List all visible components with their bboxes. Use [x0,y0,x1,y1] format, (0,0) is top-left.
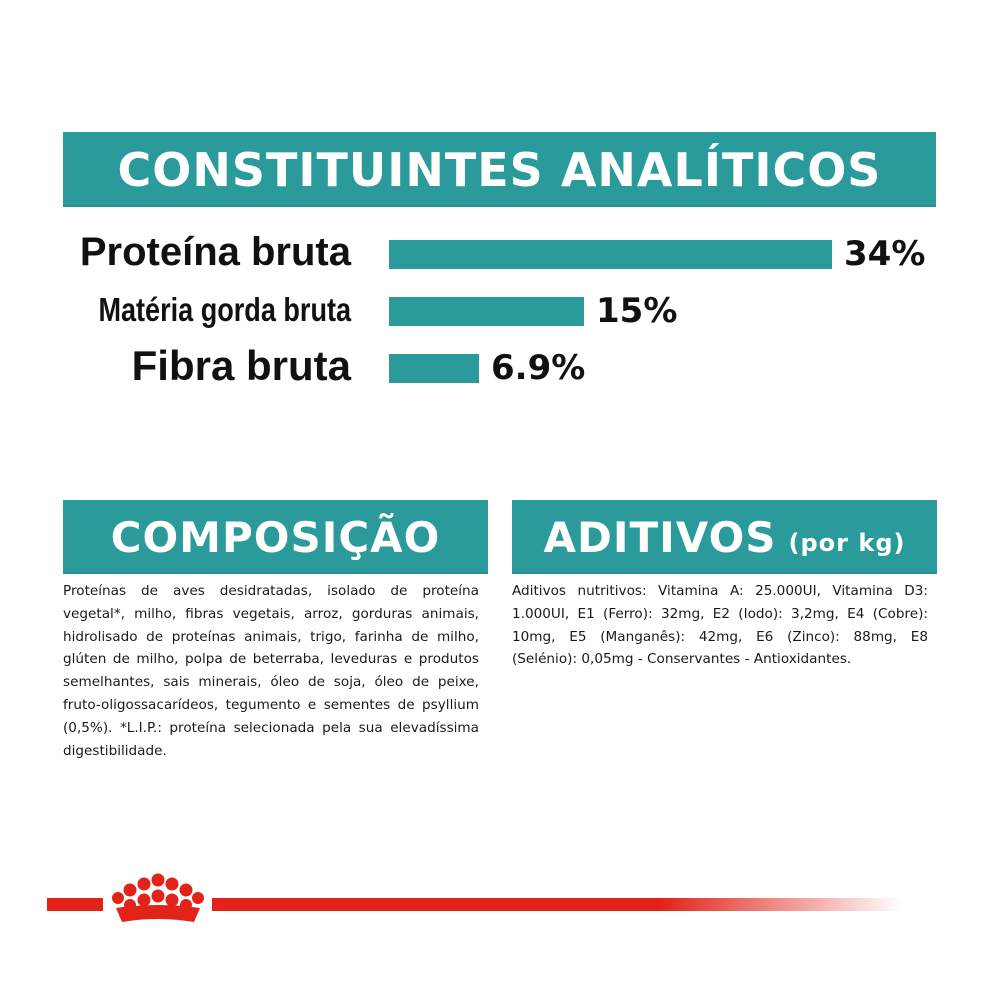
bar-value-label: 15% [596,291,678,331]
additives-title: ADITIVOS [543,512,777,562]
bar-label: Proteína bruta [79,230,351,274]
footer-line-right [212,898,902,911]
bar-label: Fibra bruta [131,342,351,389]
footer-line-left [47,898,103,911]
bar-value-label: 34% [844,234,926,274]
analytical-constituents-banner [63,132,936,207]
additives-banner [512,500,937,574]
additives-subtitle: (por kg) [788,529,906,557]
composition-text: Proteínas de aves desidratadas, isolado de proteína vegetal*, milho, fibras vegetais, arroz, gorduras animais, hidrolisado de proteínas animais, trigo, farinha de milho, glúten de milho, polpa de beterraba, leveduras e produtos semelhantes, sais minerais, óleo de soja, óleo de peixe, fruto-oligossacarídeos, tegumento e sementes de psyllium (0,5%). *L.I.P.: proteína selecionada pela sua elevadíssima digestibilidade. [63,583,479,759]
bar [389,354,479,383]
additives-text: Aditivos nutritivos: Vitamina A: 25.000UI, Vitamina D3: 1.000UI, E1 (Ferro): 32mg, E2 (Iodo): 3,2mg, E4 (Cobre): 10mg, E5 (Manganês): 42mg, E6 (Zinco): 88mg, E8 (Selénio): 0,05mg - Conservantes - Antioxidantes. [512,583,928,668]
composition-banner [63,500,488,574]
bar-label: Matéria gorda bruta [98,291,351,328]
analytical-constituents-title: CONSTITUINTES ANALÍTICOS [117,142,882,197]
bar [389,297,584,326]
crown-icon [108,872,208,930]
composition-title: COMPOSIÇÃO [110,512,441,562]
bar-value-label: 6.9% [491,348,586,388]
bar [389,240,832,269]
